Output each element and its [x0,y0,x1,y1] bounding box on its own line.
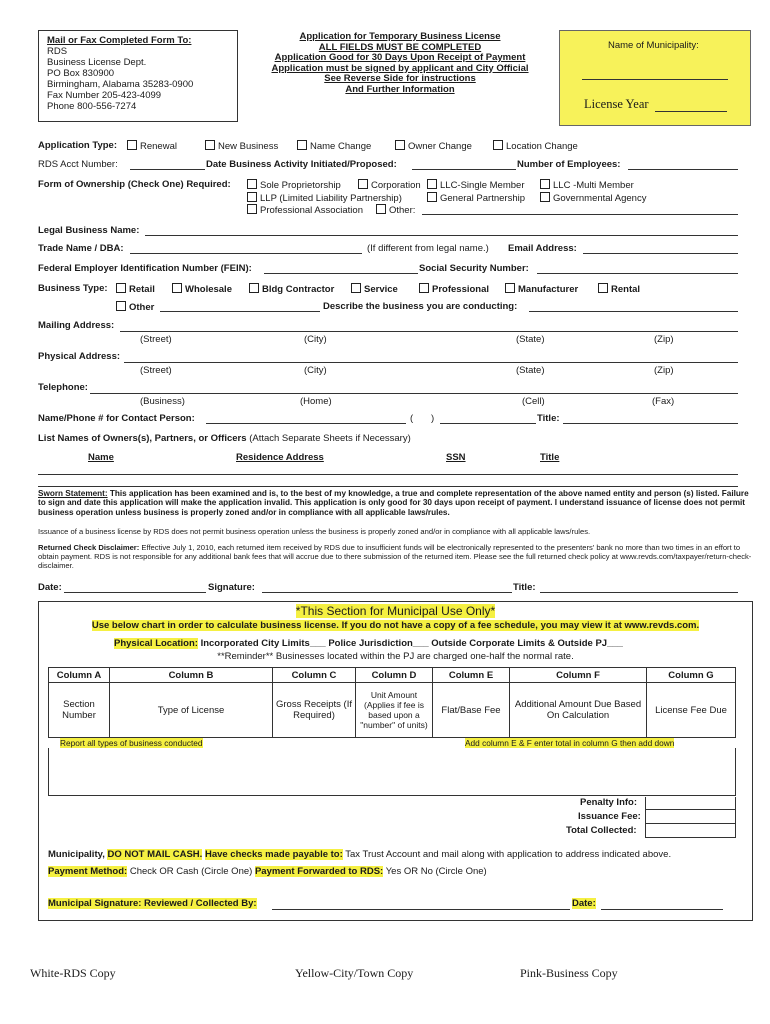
checks-payable-text: Tax Trust Account and mail along with application to address indicated above. [342,849,672,860]
pink-copy-label: Pink-Business Copy [520,966,618,980]
municipality-label: Municipality, [48,849,105,860]
header-line: Application must be signed by applicant and City Official [271,62,529,74]
mailing-street-sub: (Street) [140,334,172,345]
wholesale-checkbox[interactable] [172,283,182,293]
mailing-state-sub: (State) [516,334,545,345]
other-ownership-option[interactable] [376,204,415,216]
wholesale-option[interactable] [172,283,232,295]
legal-name-label: Legal Business Name: [38,225,140,236]
date-label: Date: [38,582,62,593]
payment-forwarded-label: Payment Forwarded to RDS: [254,866,384,877]
mailing-zip-sub: (Zip) [654,334,674,345]
location-change-checkbox[interactable] [493,140,503,150]
corporation-label: Corporation [371,180,421,191]
rds-acct-field[interactable] [130,159,205,170]
government-agency-label: Governmental Agency [553,193,647,204]
total-collected-field[interactable] [645,824,736,838]
checks-payable-label: Have checks made payable to: [204,849,343,860]
mail-to-box [38,30,238,122]
payment-method-label: Payment Method: [48,866,128,877]
ssn-label: Social Security Number: [419,263,529,274]
municipal-use-title-text: *This Section for Municipal Use Only* [295,604,496,618]
physical-zip-sub: (Zip) [654,365,674,376]
report-note [60,738,203,748]
other-ownership-checkbox[interactable] [376,204,386,214]
bldg-contractor-checkbox[interactable] [249,283,259,293]
owner-col-name: Name [88,452,114,463]
column-g-header: Column G [647,668,736,683]
owner-change-label: Owner Change [408,141,472,152]
column-e-header: Column E [433,668,510,683]
llc-single-option[interactable] [427,179,524,191]
if-different-note: (If different from legal name.) [367,243,489,254]
mailing-address-label: Mailing Address: [38,320,115,331]
license-year-field[interactable] [655,101,727,112]
describe-business-field[interactable] [529,301,738,312]
business-type-label: Business Type: [38,283,108,294]
name-change-option[interactable] [297,140,371,152]
header-line: ALL FIELDS MUST BE COMPLETED [318,41,482,53]
physical-address-field[interactable] [124,352,738,363]
application-type-row [38,140,117,151]
general-partnership-checkbox[interactable] [427,192,437,202]
home-phone-sub: (Home) [300,396,332,407]
email-label: Email Address: [508,243,577,254]
new-business-label: New Business [218,141,279,152]
owner-col-ssn: SSN [446,452,466,463]
owner-change-option[interactable] [395,140,472,152]
total-collected-label: Total Collected: [566,825,637,836]
sworn-statement-title: Sworn Statement: [38,489,108,498]
rental-option[interactable] [598,283,640,295]
government-agency-checkbox[interactable] [540,192,550,202]
white-copy-label: White-RDS Copy [30,966,116,980]
municipality-payment-note [48,849,671,860]
sole-prop-checkbox[interactable] [247,179,257,189]
owner-row-line[interactable] [38,476,738,487]
contact-person-field[interactable] [206,413,406,424]
column-c-desc: Gross Receipts (If Required) [273,683,356,738]
government-agency-option[interactable] [540,192,646,204]
retail-checkbox[interactable] [116,283,126,293]
renewal-label: Renewal [140,141,177,152]
chart-note-text: Use below chart in order to calculate business license. If you do not have a copy of a fee schedule, you may view it at www.revds.com. [91,620,700,631]
describe-business-label: Describe the business you are conducting: [323,301,518,312]
fax-sub: (Fax) [652,396,675,407]
column-e-desc: Flat/Base Fee [433,683,510,738]
email-field[interactable] [583,243,738,254]
header-line: Application Good for 30 Days Upon Receipt of Payment [274,52,526,63]
professional-association-checkbox[interactable] [247,204,257,214]
mailing-city-sub: (City) [304,334,327,345]
license-fee-table [48,667,736,738]
rental-checkbox[interactable] [598,283,608,293]
legal-name-field[interactable] [145,225,738,236]
other-business-option[interactable] [116,301,154,313]
other-business-label: Other [129,302,155,313]
owner-col-address: Residence Address [236,452,324,463]
llc-single-label: LLC-Single Member [440,180,525,191]
name-change-checkbox[interactable] [297,140,307,150]
corporation-checkbox[interactable] [358,179,368,189]
other-ownership-label: Other: [389,205,416,216]
municipality-box [559,30,751,126]
ownership-label: Form of Ownership (Check One) Required: [38,179,231,190]
physical-state-sub: (State) [516,365,545,376]
location-change-option[interactable] [493,140,578,152]
owners-heading [38,433,411,444]
sworn-statement [38,489,753,517]
llp-label: LLP (Limited Liability Partnership) [260,193,402,204]
other-ownership-field[interactable] [422,204,738,215]
column-a-desc: Section Number [49,683,110,738]
column-g-desc: License Fee Due [647,683,736,738]
professional-association-option[interactable] [247,204,363,216]
column-c-header: Column C [273,668,356,683]
telephone-field[interactable] [90,383,738,394]
contact-phone-paren-close: ) [431,413,435,424]
mail-to-line: RDS [47,46,68,57]
returned-check-label: Returned Check Disclaimer: [38,543,140,552]
other-business-field[interactable] [160,301,320,312]
contact-phone-field[interactable] [440,413,536,424]
wholesale-label: Wholesale [185,284,232,295]
returned-check-disclaimer [38,543,756,570]
service-checkbox[interactable] [351,283,361,293]
mail-to-line: Fax Number 205-423-4099 [47,90,162,101]
penalty-field[interactable] [645,797,736,810]
municipal-signature-label: Municipal Signature: Reviewed / Collected By: [48,898,257,909]
contact-phone-paren: ( [410,413,414,424]
new-business-checkbox[interactable] [205,140,215,150]
llc-multi-option[interactable] [540,179,634,191]
llp-checkbox[interactable] [247,192,257,202]
form-title: Application for Temporary Business License [299,31,501,42]
fein-field[interactable] [264,263,418,274]
municipal-date-field[interactable] [601,899,723,910]
report-note-text: Report all types of business conducted [60,738,203,748]
contact-title-label: Title: [537,413,560,424]
physical-address-label: Physical Address: [38,351,121,362]
physical-location-row [114,638,623,649]
municipality-name-label: Name of Municipality: [608,40,699,51]
add-note-text: Add column E & F enter total in column G then add down [465,738,675,748]
mail-to-line: PO Box 830900 [47,68,115,79]
service-option[interactable] [351,283,398,295]
sole-prop-option[interactable] [247,179,341,191]
sworn-statement-text: This application has been examined and is, to the best of my knowledge, a true and complete representation of the above named entity and person (s) listed. Failure to sign and date this application will make the application invalid. This application is only good for 30 days upon receipt of payment. I understand issuance of license does not permit business operation unless business is properly zoned and/or in compliance with all applicable laws/rules. [38,489,749,517]
sole-prop-label: Sole Proprietorship [260,180,341,191]
manufacturer-option[interactable] [505,283,578,295]
contact-title-field[interactable] [563,413,738,424]
general-partnership-label: General Partnership [440,193,526,204]
ssn-field[interactable] [537,263,738,274]
municipal-use-title [38,604,753,618]
date-initiated-label: Date Business Activity Initiated/Proposed: [206,159,397,170]
rental-label: Rental [611,284,641,295]
column-d-desc: Unit Amount (Applies if fee is based upon a "number" of units) [356,683,433,738]
municipal-signature-row [48,898,257,909]
owners-note: (Attach Separate Sheets if Necessary) [249,433,411,444]
header-line: And Further Information [345,83,455,95]
llc-single-checkbox[interactable] [427,179,437,189]
column-b-desc: Type of License [110,683,273,738]
retail-option[interactable] [116,283,155,295]
fee-entry-rows[interactable] [48,748,736,796]
yellow-copy-label: Yellow-City/Town Copy [295,966,414,980]
professional-checkbox[interactable] [419,283,429,293]
column-b-header: Column B [110,668,273,683]
telephone-label: Telephone: [38,382,88,393]
employees-label: Number of Employees: [517,159,621,170]
service-label: Service [364,284,398,295]
name-change-label: Name Change [310,141,372,152]
retail-label: Retail [129,284,155,295]
signature-label: Signature: [208,582,255,593]
add-note [465,738,674,748]
business-phone-sub: (Business) [140,396,185,407]
general-partnership-option[interactable] [427,192,525,204]
other-business-checkbox[interactable] [116,301,126,311]
manufacturer-checkbox[interactable] [505,283,515,293]
physical-location-label: Physical Location: [114,638,198,649]
renewal-option[interactable] [127,140,177,152]
owner-change-checkbox[interactable] [395,140,405,150]
municipal-date-text: Date: [572,898,596,909]
owners-label: List Names of Owners(s), Partners, or Officers [38,433,247,444]
owner-col-title: Title [540,452,560,463]
owner-row-line[interactable] [38,464,738,475]
municipality-name-field[interactable] [582,69,728,80]
physical-street-sub: (Street) [140,365,172,376]
mail-to-title: Mail or Fax Completed Form To: [47,35,192,46]
bldg-contractor-label: Bldg Contractor [262,284,335,295]
form-header [250,32,550,95]
issuance-fee-field[interactable] [645,810,736,824]
municipal-date-label [572,898,596,909]
payment-forwarded-options[interactable]: Yes OR No (Circle One) [383,866,487,877]
llp-option[interactable] [247,192,402,204]
column-f-desc: Additional Amount Due Based On Calculation [510,683,647,738]
mail-to-line: Business License Dept. [47,57,147,68]
trade-name-label: Trade Name / DBA: [38,243,124,254]
contact-person-label: Name/Phone # for Contact Person: [38,413,195,424]
llc-multi-label: LLC -Multi Member [553,180,634,191]
renewal-checkbox[interactable] [127,140,137,150]
issuance-note: Issuance of a business license by RDS does not permit business operation unless the business is properly zoned and/or in compliance with all applicable laws/rules. [38,527,591,536]
trade-name-field[interactable] [130,243,362,254]
chart-note [38,620,753,631]
llc-multi-checkbox[interactable] [540,179,550,189]
mail-to-line: Birmingham, Alabama 35283-0900 [47,79,194,90]
new-business-option[interactable] [205,140,278,152]
column-a-header: Column A [49,668,110,683]
penalty-label: Penalty Info: [580,797,638,808]
payment-method-row [48,866,487,877]
date-initiated-field[interactable] [412,159,516,170]
bldg-contractor-option[interactable] [249,283,334,295]
column-d-header: Column D [356,668,433,683]
professional-association-label: Professional Association [260,205,363,216]
payment-method-options[interactable]: Check OR Cash (Circle One) [127,866,255,877]
fein-label: Federal Employer Identification Number (FEIN): [38,263,252,274]
corporation-option[interactable] [358,179,421,191]
license-year-label: License Year [584,97,649,111]
physical-city-sub: (City) [304,365,327,376]
cell-phone-sub: (Cell) [522,396,545,407]
employees-field[interactable] [628,159,738,170]
municipal-signature-field[interactable] [272,899,570,910]
physical-location-options[interactable]: Incorporated City Limits___ Police Jurisdiction___ Outside Corporate Limits & Outside PJ___ [200,638,623,649]
no-cash-note: DO NOT MAIL CASH. [107,849,203,860]
manufacturer-label: Manufacturer [518,284,579,295]
professional-option[interactable] [419,283,489,295]
title-label: Title: [513,582,536,593]
pj-reminder: **Reminder** Businesses located within the PJ are charged one-half the normal rate. [217,651,574,662]
location-change-label: Location Change [506,141,578,152]
header-line: See Reverse Side for instructions [324,73,476,84]
title-field[interactable] [540,582,738,593]
professional-label: Professional [432,284,490,295]
returned-check-text: Effective July 1, 2010, each returned item received by RDS due to insufficient funds will be electronically represented to the presenters' bank no more than two times in an effort to obtain payment. RDS is not responsible for any additional bank fees that will accrue due to there submission of the returned item. Please see the full returned check policy at www.revds.com/taxpayer/return-check-disclaimer. [38,543,752,570]
mailing-address-field[interactable] [120,321,738,332]
application-type-label: Application Type: [38,140,117,151]
signature-field[interactable] [262,582,512,593]
date-field[interactable] [64,582,206,593]
column-f-header: Column F [510,668,647,683]
mail-to-line: Phone 800-556-7274 [47,101,137,112]
issuance-fee-label: Issuance Fee: [578,811,641,822]
rds-acct-label: RDS Acct Number: [38,159,118,170]
